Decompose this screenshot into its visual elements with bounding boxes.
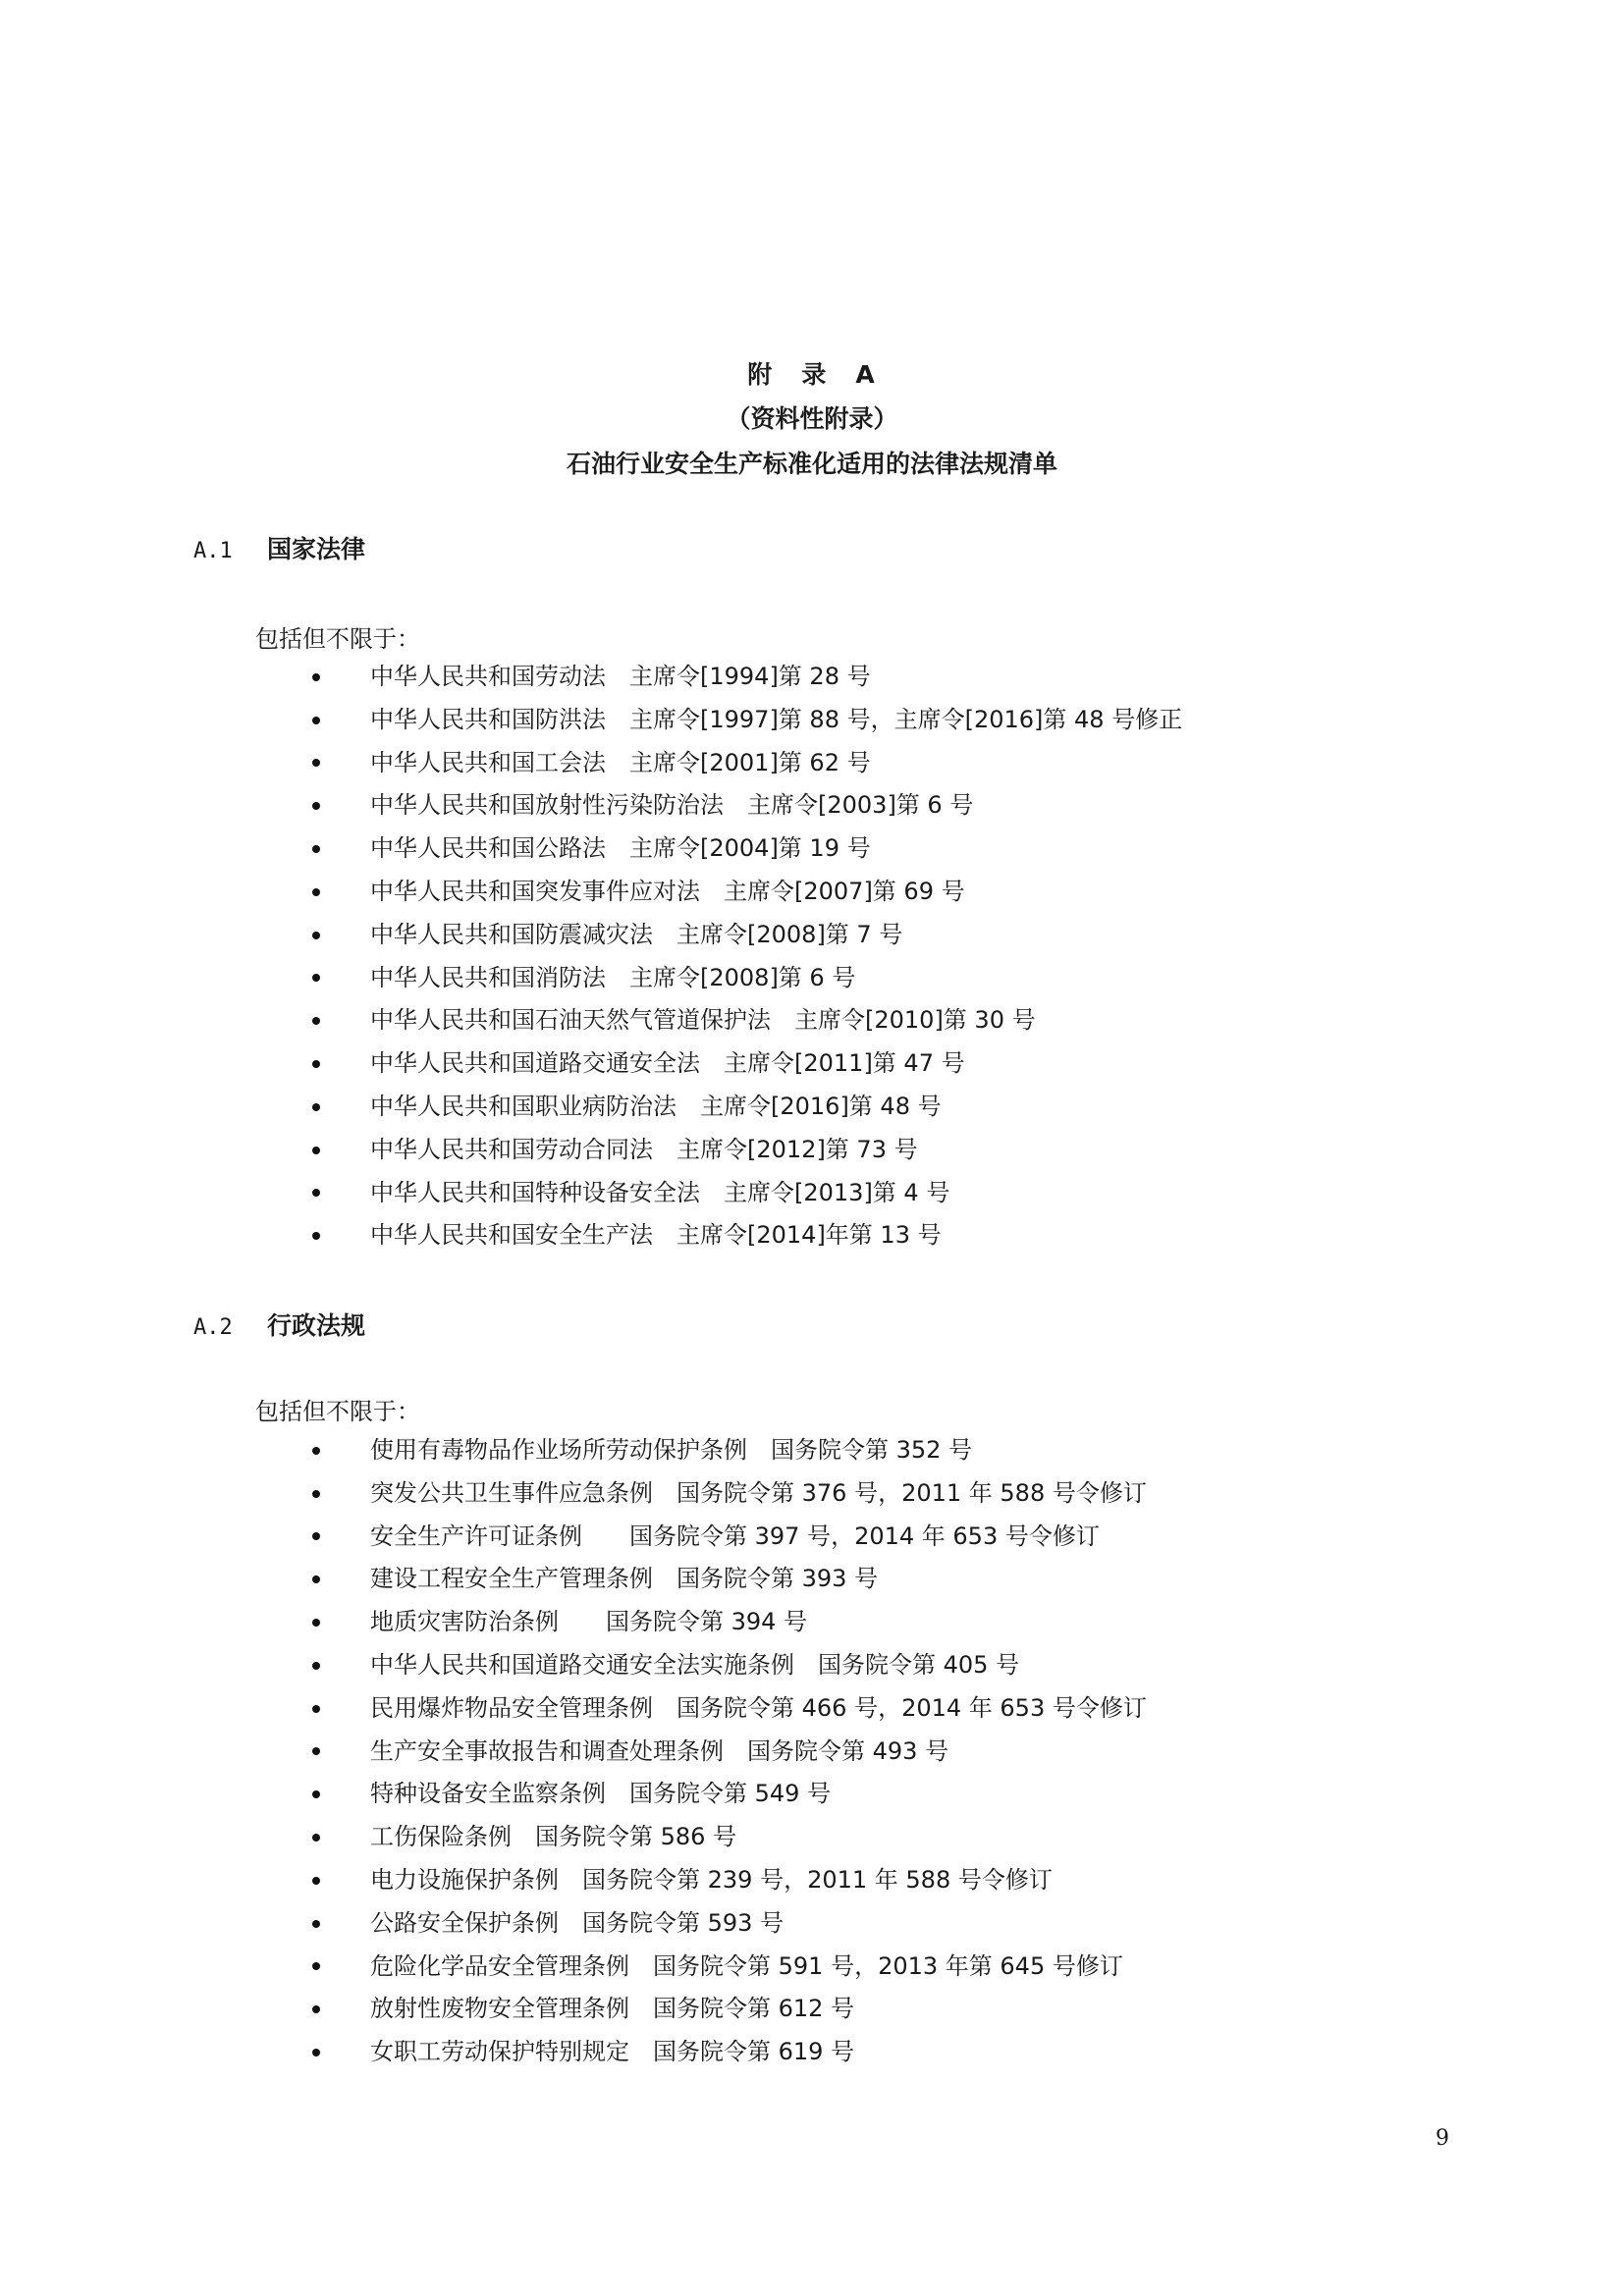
section-number: A.2 xyxy=(193,1315,233,1340)
bullet-icon xyxy=(312,888,320,896)
bullet-icon xyxy=(312,759,320,767)
list-item-text: 女职工劳动保护特别规定 国务院令第 619 号 xyxy=(370,2038,855,2066)
list-item xyxy=(0,1988,1624,2031)
bullet-icon xyxy=(312,1490,320,1498)
bullet-icon xyxy=(312,1962,320,1970)
bullet-icon xyxy=(312,1705,320,1713)
bullet-icon xyxy=(312,1103,320,1111)
list-item xyxy=(0,1086,1624,1129)
appendix-letter: A xyxy=(855,360,877,389)
list-item xyxy=(0,1516,1624,1559)
list-item-text: 危险化学品安全管理条例 国务院令第 591 号，2013 年第 645 号修订 xyxy=(370,1951,1123,1980)
list-item-text: 中华人民共和国放射性污染防治法 主席令[2003]第 6 号 xyxy=(370,791,974,820)
list-item xyxy=(0,1902,1624,1946)
bullet-icon xyxy=(312,1834,320,1842)
appendix-label-2: 录 xyxy=(801,360,829,389)
bullet-icon xyxy=(312,845,320,853)
list-item-text: 中华人民共和国防洪法 主席令[1997]第 88 号，主席令[2016]第 48 号修正 xyxy=(370,705,1183,733)
list-item xyxy=(0,784,1624,828)
list-item xyxy=(0,1601,1624,1644)
bullet-icon xyxy=(312,2049,320,2056)
bullet-icon xyxy=(312,1790,320,1798)
list-item-text: 电力设施保护条例 国务院令第 239 号，2011 年 588 号令修订 xyxy=(370,1865,1053,1894)
list-item-text: 中华人民共和国特种设备安全法 主席令[2013]第 4 号 xyxy=(370,1178,950,1206)
list-item xyxy=(0,656,1624,699)
section-title: 行政法规 xyxy=(267,1311,366,1340)
list-item-text: 生产安全事故报告和调查处理条例 国务院令第 493 号 xyxy=(370,1736,949,1765)
list-item xyxy=(0,1773,1624,1816)
bullet-icon xyxy=(312,802,320,810)
list-item-text: 突发公共卫生事件应急条例 国务院令第 376 号，2011 年 588 号令修订 xyxy=(370,1478,1147,1507)
list-item-text: 中华人民共和国工会法 主席令[2001]第 62 号 xyxy=(370,748,871,776)
list-item-text: 公路安全保护条例 国务院令第 593 号 xyxy=(370,1908,785,1937)
bullet-icon xyxy=(312,2005,320,2013)
bullet-icon xyxy=(312,1532,320,1540)
list-item xyxy=(0,2031,1624,2074)
bullet-icon xyxy=(312,673,320,681)
bullet-icon xyxy=(312,717,320,724)
bullet-icon xyxy=(312,1662,320,1670)
list-item-text: 使用有毒物品作业场所劳动保护条例 国务院令第 352 号 xyxy=(370,1436,973,1464)
section-number: A.1 xyxy=(193,539,233,563)
bullet-icon xyxy=(312,974,320,982)
list-item-text: 放射性废物安全管理条例 国务院令第 612 号 xyxy=(370,1995,855,2023)
list-item-text: 安全生产许可证条例 国务院令第 397 号，2014 年 653 号令修订 xyxy=(370,1522,1100,1550)
list-item xyxy=(0,1816,1624,1859)
list-item xyxy=(0,1172,1624,1215)
list-item-text: 中华人民共和国劳动合同法 主席令[2012]第 73 号 xyxy=(370,1135,918,1163)
list-item xyxy=(0,1129,1624,1172)
list-item xyxy=(0,1946,1624,1989)
bullet-icon xyxy=(312,1747,320,1755)
list-item-text: 中华人民共和国突发事件应对法 主席令[2007]第 69 号 xyxy=(370,877,965,905)
bullet-icon xyxy=(312,1017,320,1025)
list-item xyxy=(0,828,1624,871)
list-item-text: 中华人民共和国道路交通安全法 主席令[2011]第 47 号 xyxy=(370,1049,965,1078)
list-item xyxy=(0,1687,1624,1731)
bullet-icon xyxy=(312,1232,320,1240)
list-item xyxy=(0,699,1624,742)
list-item-text: 民用爆炸物品安全管理条例 国务院令第 466 号，2014 年 653 号令修订 xyxy=(370,1693,1147,1722)
section-a2-heading xyxy=(193,1307,365,1342)
section-a2-list xyxy=(0,1429,1624,2074)
list-item xyxy=(0,742,1624,785)
list-item-text: 中华人民共和国道路交通安全法实施条例 国务院令第 405 号 xyxy=(370,1650,1020,1679)
section-a1-list xyxy=(0,656,1624,1257)
list-item-text: 建设工程安全生产管理条例 国务院令第 393 号 xyxy=(370,1565,879,1593)
bullet-icon xyxy=(312,1619,320,1627)
list-item-text: 中华人民共和国职业病防治法 主席令[2016]第 48 号 xyxy=(370,1092,942,1120)
list-item xyxy=(0,914,1624,957)
section-a1-heading xyxy=(193,530,365,565)
list-item xyxy=(0,871,1624,914)
appendix-subtitle: （资料性附录） xyxy=(726,404,898,433)
list-item xyxy=(0,1558,1624,1601)
list-item xyxy=(0,1042,1624,1086)
list-item-text: 特种设备安全监察条例 国务院令第 549 号 xyxy=(370,1780,832,1808)
bullet-icon xyxy=(312,1447,320,1455)
list-item-text: 中华人民共和国劳动法 主席令[1994]第 28 号 xyxy=(370,663,871,690)
bullet-icon xyxy=(312,1147,320,1154)
list-item-text: 工伤保险条例 国务院令第 586 号 xyxy=(370,1823,737,1851)
appendix-title: 石油行业安全生产标准化适用的法律法规清单 xyxy=(566,450,1057,478)
section-a2-intro: 包括但不限于： xyxy=(255,1398,420,1425)
bullet-icon xyxy=(312,1189,320,1197)
list-item xyxy=(0,1429,1624,1472)
list-item-text: 中华人民共和国防震减灾法 主席令[2008]第 7 号 xyxy=(370,920,903,948)
list-item xyxy=(0,1214,1624,1257)
list-item-text: 地质灾害防治条例 国务院令第 394 号 xyxy=(370,1608,808,1636)
bullet-icon xyxy=(312,1920,320,1928)
list-item xyxy=(0,1859,1624,1902)
list-item xyxy=(0,957,1624,1000)
page-number: 9 xyxy=(1435,2126,1449,2151)
list-item-text: 中华人民共和国消防法 主席令[2008]第 6 号 xyxy=(370,963,856,991)
list-item xyxy=(0,1472,1624,1516)
bullet-icon xyxy=(312,1060,320,1068)
section-title: 国家法律 xyxy=(267,535,366,563)
list-item-text: 中华人民共和国安全生产法 主席令[2014]年第 13 号 xyxy=(370,1221,942,1250)
appendix-label: 附 xyxy=(747,360,775,389)
bullet-icon xyxy=(312,1575,320,1583)
bullet-icon xyxy=(312,1877,320,1885)
bullet-icon xyxy=(312,932,320,939)
list-item xyxy=(0,1644,1624,1687)
appendix-heading xyxy=(0,355,1624,391)
list-item xyxy=(0,999,1624,1042)
list-item-text: 中华人民共和国公路法 主席令[2004]第 19 号 xyxy=(370,834,871,863)
list-item xyxy=(0,1731,1624,1774)
section-a1-intro: 包括但不限于： xyxy=(255,625,420,653)
list-item-text: 中华人民共和国石油天然气管道保护法 主席令[2010]第 30 号 xyxy=(370,1006,1036,1035)
